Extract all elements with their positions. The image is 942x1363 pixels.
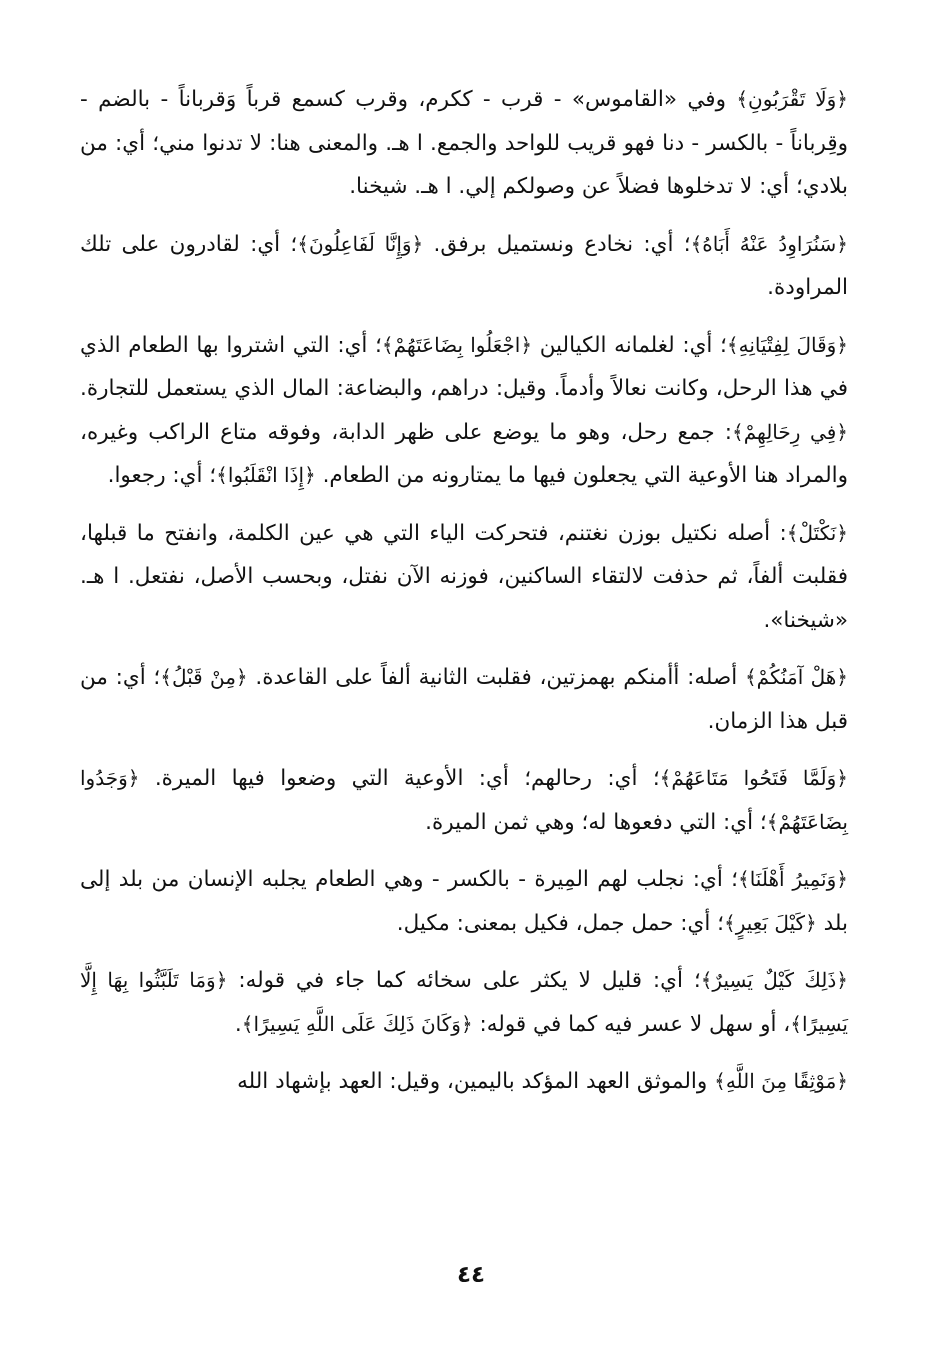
quran-quote: ﴿سَنُرَاوِدُ عَنْهُ أَبَاهُ﴾ [690, 231, 848, 256]
commentary-text: وفي «القاموس» - قرب - ككرم، وقرب كسمع قرباً وَقرباناً - بالضم - وقِرباناً - بالكسر - دنا فهو قريب للواحد والجمع. ا هـ. والمعنى هنا: لا تدنوا مني؛ أي: من بلادي؛ أي: لا تدخلوها فضلاً عن وصولكم إلي. ا هـ. شيخنا. [80, 87, 848, 199]
quran-quote: ﴿وَلَا تَقْرَبُونِ﴾ [736, 87, 848, 111]
quran-quote: ﴿اجْعَلُوا بِضَاعَتَهُمْ﴾ [381, 332, 533, 357]
paragraph [80, 858, 848, 945]
paragraph [80, 959, 848, 1046]
commentary-text: : جمع رحل، وهو ما يوضع على ظهر الدابة، وفوقه متاع الراكب وغيره، والمراد هنا الأوعية التي يجعلون فيها ما يمتارونه من الطعام. [80, 419, 848, 488]
quran-quote: ﴿فِي رِحَالِهِمْ﴾ [731, 419, 848, 444]
paragraph [80, 757, 848, 844]
page-body [80, 78, 848, 1118]
paragraph [80, 223, 848, 310]
paragraph [80, 656, 848, 743]
commentary-text: ؛ أي: نخادع ونستميل برفق. [423, 231, 691, 257]
quran-quote: ﴿وَكَانَ ذَلِكَ عَلَى اللَّهِ يَسِيرًا﴾ [241, 1011, 473, 1036]
commentary-text: ؛ أي: من قبل هذا الزمان. [80, 665, 848, 734]
paragraph [80, 1060, 848, 1104]
paragraph [80, 324, 848, 498]
commentary-text: ، أو سهل لا عسر فيه كما في قوله: [472, 1011, 791, 1037]
quran-quote: ﴿وَقَالَ لِفِتْيَانِهِ﴾ [726, 332, 849, 357]
commentary-text: أصله: أأمنكم بهمزتين، فقلبت الثانية ألفاً على القاعدة. [247, 665, 745, 690]
commentary-text: ؛ أي: رجعوا. [107, 463, 217, 488]
paragraph [80, 78, 848, 209]
commentary-text: ؛ أي: التي دفعوها له؛ وهي ثمن الميرة. [425, 809, 767, 835]
commentary-text: : أصله نكتيل بوزن نغتنم، فتحركت الياء التي هي عين الكلمة، وانفتح ما قبلها، فقلبت ألفاً، ثم حذفت لالتقاء الساكنين، فوزنه الآن نفتل، وبحسب الأصل، نفتعل. ا هـ. «شيخنا». [80, 520, 848, 633]
paragraph [80, 512, 848, 643]
quran-quote: ﴿وَنَمِيرُ أَهْلَنَا﴾ [737, 867, 848, 891]
quran-quote: ﴿وَلَمَّا فَتَحُوا مَتَاعَهُمْ﴾ [659, 766, 849, 790]
commentary-text: . [234, 1011, 242, 1037]
quran-quote: ﴿إِذَا انْقَلَبُوا﴾ [216, 463, 316, 487]
quran-quote: ﴿وَجَدُوا بِضَاعَتَهُمْ﴾ [80, 766, 848, 834]
quran-quote: ﴿نَكْتَلْ﴾ [786, 520, 848, 545]
quran-quote: ﴿مَوْثِقًا مِنَ اللَّهِ﴾ [714, 1069, 848, 1093]
quran-quote: ﴿كَيْلَ بَعِيرٍ﴾ [723, 910, 817, 935]
quran-quote: ﴿ذَلِكَ كَيْلٌ يَسِيرٌ﴾ [700, 968, 848, 992]
quran-quote: ﴿هَلْ آمَنُكُمْ﴾ [744, 665, 848, 689]
commentary-text: ؛ أي: لقادرون على تلك المراودة. [80, 231, 848, 300]
commentary-text: ؛ أي: حمل جمل، فكيل بمعنى: مكيل. [396, 910, 724, 936]
commentary-text: ؛ أي: قليل لا يكثر على سخائه كما جاء في قوله: [227, 968, 701, 993]
page-number: ٤٤ [456, 1262, 486, 1288]
commentary-text: ؛ أي: رحالهم؛ أي: الأوعية التي وضعوا فيها الميرة. [139, 766, 660, 791]
commentary-text: ؛ أي: التي اشتروا بها الطعام الذي في هذا الرحل، وكانت نعالاً وأدماً. وقيل: دراهم، والبضاعة: المال الذي يستعمل للتجارة. [80, 332, 848, 401]
quran-quote: ﴿مِنْ قَبْلُ﴾ [160, 665, 248, 689]
commentary-text: ؛ أي: نجلب لهم المِيرة - بالكسر - وهي الطعام يجلبه الإنسان من بلد إلى بلد [80, 867, 848, 936]
quran-quote: ﴿وَإِنَّا لَفَاعِلُونَ﴾ [297, 231, 424, 256]
commentary-text: والموثق العهد المؤكد باليمين، وقيل: العهد بإشهاد الله [237, 1069, 715, 1094]
quran-quote: ﴿وَمَا تَلَبَّثُوا بِهَا إِلَّا يَسِيرًا﴾ [80, 968, 848, 1036]
commentary-text: ؛ أي: لغلمانه الكيالين [532, 332, 727, 358]
